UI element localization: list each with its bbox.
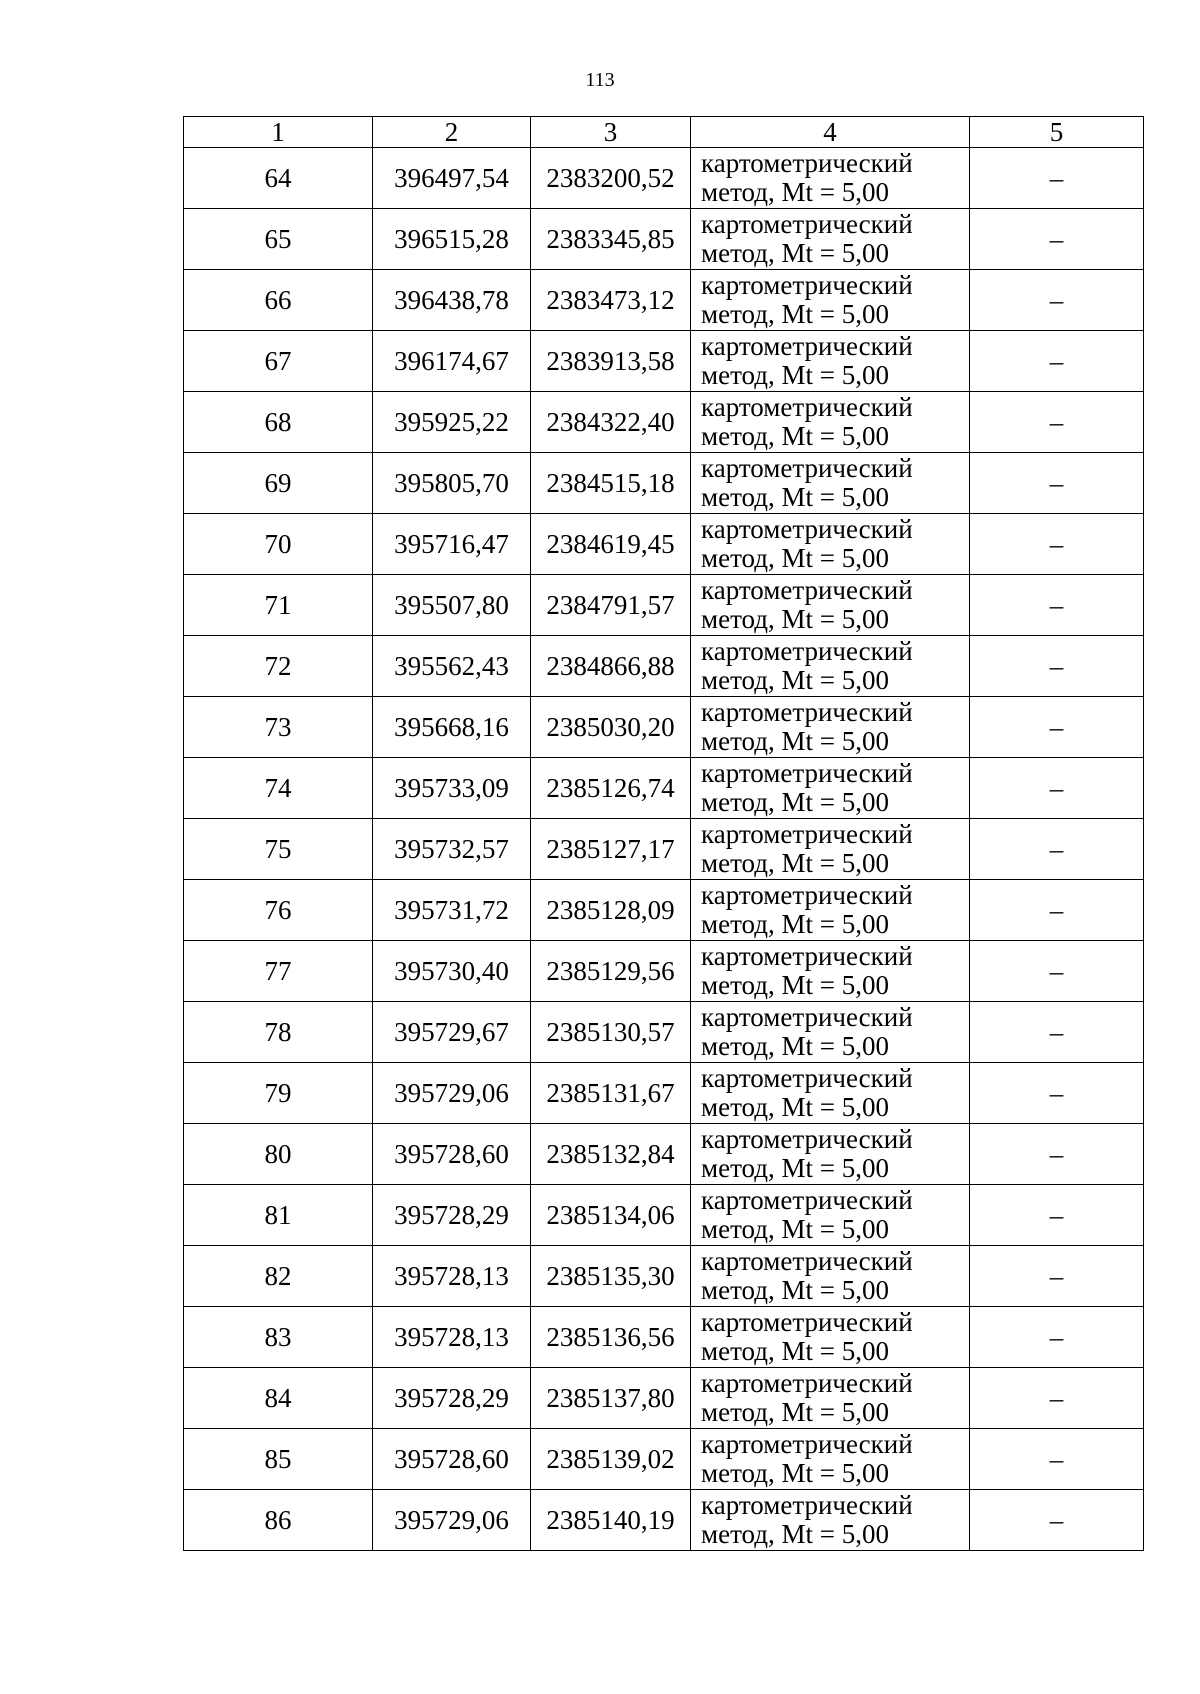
method-accuracy: метод, Mt = 5,00 bbox=[701, 1031, 889, 1061]
note-cell: – bbox=[970, 453, 1144, 514]
method-name: картометрический bbox=[701, 941, 913, 971]
y-coordinate-cell: 2385030,20 bbox=[531, 697, 691, 758]
point-number-cell: 64 bbox=[184, 148, 373, 209]
method-accuracy: метод, Mt = 5,00 bbox=[701, 1397, 889, 1427]
note-cell: – bbox=[970, 1368, 1144, 1429]
point-number-cell: 69 bbox=[184, 453, 373, 514]
table-row bbox=[184, 209, 1144, 270]
method-accuracy: метод, Mt = 5,00 bbox=[701, 909, 889, 939]
y-coordinate-cell: 2383200,52 bbox=[531, 148, 691, 209]
table-row bbox=[184, 331, 1144, 392]
note-cell: – bbox=[970, 758, 1144, 819]
point-number-cell: 77 bbox=[184, 941, 373, 1002]
method-accuracy: метод, Mt = 5,00 bbox=[701, 1458, 889, 1488]
method-name: картометрический bbox=[701, 453, 913, 483]
x-coordinate-cell: 395507,80 bbox=[373, 575, 531, 636]
coordinates-table bbox=[183, 116, 1144, 1551]
table-header bbox=[184, 117, 1144, 148]
method-name: картометрический bbox=[701, 636, 913, 666]
y-coordinate-cell: 2383473,12 bbox=[531, 270, 691, 331]
method-accuracy: метод, Mt = 5,00 bbox=[701, 238, 889, 268]
method-cell bbox=[691, 1185, 970, 1246]
table-row bbox=[184, 636, 1144, 697]
method-name: картометрический bbox=[701, 1246, 913, 1276]
point-number-cell: 67 bbox=[184, 331, 373, 392]
table-row bbox=[184, 697, 1144, 758]
method-cell bbox=[691, 1368, 970, 1429]
point-number-cell: 86 bbox=[184, 1490, 373, 1551]
y-coordinate-cell: 2384866,88 bbox=[531, 636, 691, 697]
x-coordinate-cell: 395668,16 bbox=[373, 697, 531, 758]
method-cell bbox=[691, 941, 970, 1002]
method-cell bbox=[691, 453, 970, 514]
x-coordinate-cell: 395728,60 bbox=[373, 1124, 531, 1185]
point-number-cell: 80 bbox=[184, 1124, 373, 1185]
point-number-cell: 70 bbox=[184, 514, 373, 575]
method-cell bbox=[691, 1124, 970, 1185]
y-coordinate-cell: 2385137,80 bbox=[531, 1368, 691, 1429]
note-cell: – bbox=[970, 270, 1144, 331]
note-cell: – bbox=[970, 331, 1144, 392]
x-coordinate-cell: 395925,22 bbox=[373, 392, 531, 453]
x-coordinate-cell: 395716,47 bbox=[373, 514, 531, 575]
y-coordinate-cell: 2385136,56 bbox=[531, 1307, 691, 1368]
page-number: 113 bbox=[585, 69, 615, 91]
note-cell: – bbox=[970, 941, 1144, 1002]
method-accuracy: метод, Mt = 5,00 bbox=[701, 1275, 889, 1305]
method-accuracy: метод, Mt = 5,00 bbox=[701, 360, 889, 390]
note-cell: – bbox=[970, 1185, 1144, 1246]
x-coordinate-cell: 395728,13 bbox=[373, 1246, 531, 1307]
table-row bbox=[184, 1002, 1144, 1063]
method-accuracy: метод, Mt = 5,00 bbox=[701, 726, 889, 756]
method-accuracy: метод, Mt = 5,00 bbox=[701, 543, 889, 573]
method-name: картометрический bbox=[701, 331, 913, 361]
table-row bbox=[184, 1307, 1144, 1368]
point-number-cell: 75 bbox=[184, 819, 373, 880]
y-coordinate-cell: 2383345,85 bbox=[531, 209, 691, 270]
method-name: картометрический bbox=[701, 1002, 913, 1032]
header-col-2: 2 bbox=[373, 117, 531, 148]
method-accuracy: метод, Mt = 5,00 bbox=[701, 1519, 889, 1549]
method-cell bbox=[691, 575, 970, 636]
method-cell bbox=[691, 636, 970, 697]
y-coordinate-cell: 2385131,67 bbox=[531, 1063, 691, 1124]
method-cell bbox=[691, 1307, 970, 1368]
method-accuracy: метод, Mt = 5,00 bbox=[701, 970, 889, 1000]
y-coordinate-cell: 2385130,57 bbox=[531, 1002, 691, 1063]
method-name: картометрический bbox=[701, 392, 913, 422]
point-number-cell: 71 bbox=[184, 575, 373, 636]
method-accuracy: метод, Mt = 5,00 bbox=[701, 1336, 889, 1366]
method-name: картометрический bbox=[701, 270, 913, 300]
method-name: картометрический bbox=[701, 1368, 913, 1398]
table-row bbox=[184, 1185, 1144, 1246]
note-cell: – bbox=[970, 1063, 1144, 1124]
method-name: картометрический bbox=[701, 1124, 913, 1154]
table-row bbox=[184, 453, 1144, 514]
method-accuracy: метод, Mt = 5,00 bbox=[701, 787, 889, 817]
method-cell bbox=[691, 819, 970, 880]
header-col-3: 3 bbox=[531, 117, 691, 148]
method-cell bbox=[691, 758, 970, 819]
table-row bbox=[184, 1124, 1144, 1185]
x-coordinate-cell: 395728,29 bbox=[373, 1185, 531, 1246]
header-col-1: 1 bbox=[184, 117, 373, 148]
table-row bbox=[184, 514, 1144, 575]
method-name: картометрический bbox=[701, 1063, 913, 1093]
method-name: картометрический bbox=[701, 819, 913, 849]
method-cell bbox=[691, 697, 970, 758]
point-number-cell: 81 bbox=[184, 1185, 373, 1246]
method-cell bbox=[691, 270, 970, 331]
point-number-cell: 72 bbox=[184, 636, 373, 697]
table-row bbox=[184, 941, 1144, 1002]
point-number-cell: 68 bbox=[184, 392, 373, 453]
note-cell: – bbox=[970, 819, 1144, 880]
table-row bbox=[184, 1368, 1144, 1429]
point-number-cell: 83 bbox=[184, 1307, 373, 1368]
method-accuracy: метод, Mt = 5,00 bbox=[701, 421, 889, 451]
table-row bbox=[184, 575, 1144, 636]
x-coordinate-cell: 395731,72 bbox=[373, 880, 531, 941]
point-number-cell: 85 bbox=[184, 1429, 373, 1490]
x-coordinate-cell: 395729,06 bbox=[373, 1063, 531, 1124]
method-name: картометрический bbox=[701, 1429, 913, 1459]
header-row bbox=[184, 117, 1144, 148]
note-cell: – bbox=[970, 636, 1144, 697]
method-accuracy: метод, Mt = 5,00 bbox=[701, 604, 889, 634]
method-name: картометрический bbox=[701, 1490, 913, 1520]
y-coordinate-cell: 2384322,40 bbox=[531, 392, 691, 453]
y-coordinate-cell: 2385132,84 bbox=[531, 1124, 691, 1185]
method-accuracy: метод, Mt = 5,00 bbox=[701, 1214, 889, 1244]
y-coordinate-cell: 2385128,09 bbox=[531, 880, 691, 941]
method-cell bbox=[691, 514, 970, 575]
y-coordinate-cell: 2385140,19 bbox=[531, 1490, 691, 1551]
y-coordinate-cell: 2385139,02 bbox=[531, 1429, 691, 1490]
point-number-cell: 79 bbox=[184, 1063, 373, 1124]
x-coordinate-cell: 395732,57 bbox=[373, 819, 531, 880]
y-coordinate-cell: 2385127,17 bbox=[531, 819, 691, 880]
y-coordinate-cell: 2385126,74 bbox=[531, 758, 691, 819]
y-coordinate-cell: 2385135,30 bbox=[531, 1246, 691, 1307]
table-row bbox=[184, 148, 1144, 209]
method-cell bbox=[691, 1246, 970, 1307]
table-row bbox=[184, 1246, 1144, 1307]
method-cell bbox=[691, 1429, 970, 1490]
header-col-5: 5 bbox=[970, 117, 1144, 148]
x-coordinate-cell: 395730,40 bbox=[373, 941, 531, 1002]
method-name: картометрический bbox=[701, 209, 913, 239]
y-coordinate-cell: 2384619,45 bbox=[531, 514, 691, 575]
method-accuracy: метод, Mt = 5,00 bbox=[701, 1153, 889, 1183]
table-row bbox=[184, 819, 1144, 880]
y-coordinate-cell: 2384791,57 bbox=[531, 575, 691, 636]
note-cell: – bbox=[970, 514, 1144, 575]
note-cell: – bbox=[970, 697, 1144, 758]
method-cell bbox=[691, 209, 970, 270]
x-coordinate-cell: 396174,67 bbox=[373, 331, 531, 392]
x-coordinate-cell: 395729,67 bbox=[373, 1002, 531, 1063]
note-cell: – bbox=[970, 1490, 1144, 1551]
method-cell bbox=[691, 1063, 970, 1124]
method-name: картометрический bbox=[701, 758, 913, 788]
table-row bbox=[184, 392, 1144, 453]
note-cell: – bbox=[970, 209, 1144, 270]
x-coordinate-cell: 396515,28 bbox=[373, 209, 531, 270]
header-col-4: 4 bbox=[691, 117, 970, 148]
x-coordinate-cell: 396438,78 bbox=[373, 270, 531, 331]
note-cell: – bbox=[970, 1429, 1144, 1490]
note-cell: – bbox=[970, 392, 1144, 453]
table-row bbox=[184, 1429, 1144, 1490]
method-accuracy: метод, Mt = 5,00 bbox=[701, 665, 889, 695]
method-accuracy: метод, Mt = 5,00 bbox=[701, 177, 889, 207]
method-name: картометрический bbox=[701, 575, 913, 605]
point-number-cell: 66 bbox=[184, 270, 373, 331]
note-cell: – bbox=[970, 148, 1144, 209]
point-number-cell: 76 bbox=[184, 880, 373, 941]
x-coordinate-cell: 395733,09 bbox=[373, 758, 531, 819]
y-coordinate-cell: 2385134,06 bbox=[531, 1185, 691, 1246]
point-number-cell: 78 bbox=[184, 1002, 373, 1063]
method-cell bbox=[691, 1490, 970, 1551]
x-coordinate-cell: 395728,60 bbox=[373, 1429, 531, 1490]
point-number-cell: 84 bbox=[184, 1368, 373, 1429]
x-coordinate-cell: 395562,43 bbox=[373, 636, 531, 697]
method-cell bbox=[691, 331, 970, 392]
method-cell bbox=[691, 880, 970, 941]
table-row bbox=[184, 270, 1144, 331]
x-coordinate-cell: 395805,70 bbox=[373, 453, 531, 514]
method-cell bbox=[691, 148, 970, 209]
table-row bbox=[184, 1490, 1144, 1551]
point-number-cell: 73 bbox=[184, 697, 373, 758]
point-number-cell: 74 bbox=[184, 758, 373, 819]
note-cell: – bbox=[970, 1002, 1144, 1063]
method-name: картометрический bbox=[701, 697, 913, 727]
point-number-cell: 65 bbox=[184, 209, 373, 270]
y-coordinate-cell: 2384515,18 bbox=[531, 453, 691, 514]
y-coordinate-cell: 2383913,58 bbox=[531, 331, 691, 392]
method-accuracy: метод, Mt = 5,00 bbox=[701, 482, 889, 512]
table-row bbox=[184, 758, 1144, 819]
point-number-cell: 82 bbox=[184, 1246, 373, 1307]
x-coordinate-cell: 395728,13 bbox=[373, 1307, 531, 1368]
x-coordinate-cell: 396497,54 bbox=[373, 148, 531, 209]
table-body bbox=[184, 148, 1144, 1551]
method-name: картометрический bbox=[701, 1185, 913, 1215]
method-name: картометрический bbox=[701, 148, 913, 178]
note-cell: – bbox=[970, 1307, 1144, 1368]
x-coordinate-cell: 395728,29 bbox=[373, 1368, 531, 1429]
note-cell: – bbox=[970, 1124, 1144, 1185]
method-accuracy: метод, Mt = 5,00 bbox=[701, 299, 889, 329]
note-cell: – bbox=[970, 575, 1144, 636]
y-coordinate-cell: 2385129,56 bbox=[531, 941, 691, 1002]
note-cell: – bbox=[970, 1246, 1144, 1307]
table-row bbox=[184, 1063, 1144, 1124]
method-cell bbox=[691, 1002, 970, 1063]
method-accuracy: метод, Mt = 5,00 bbox=[701, 848, 889, 878]
method-name: картометрический bbox=[701, 1307, 913, 1337]
method-cell bbox=[691, 392, 970, 453]
method-accuracy: метод, Mt = 5,00 bbox=[701, 1092, 889, 1122]
method-name: картометрический bbox=[701, 514, 913, 544]
note-cell: – bbox=[970, 880, 1144, 941]
x-coordinate-cell: 395729,06 bbox=[373, 1490, 531, 1551]
table-row bbox=[184, 880, 1144, 941]
method-name: картометрический bbox=[701, 880, 913, 910]
